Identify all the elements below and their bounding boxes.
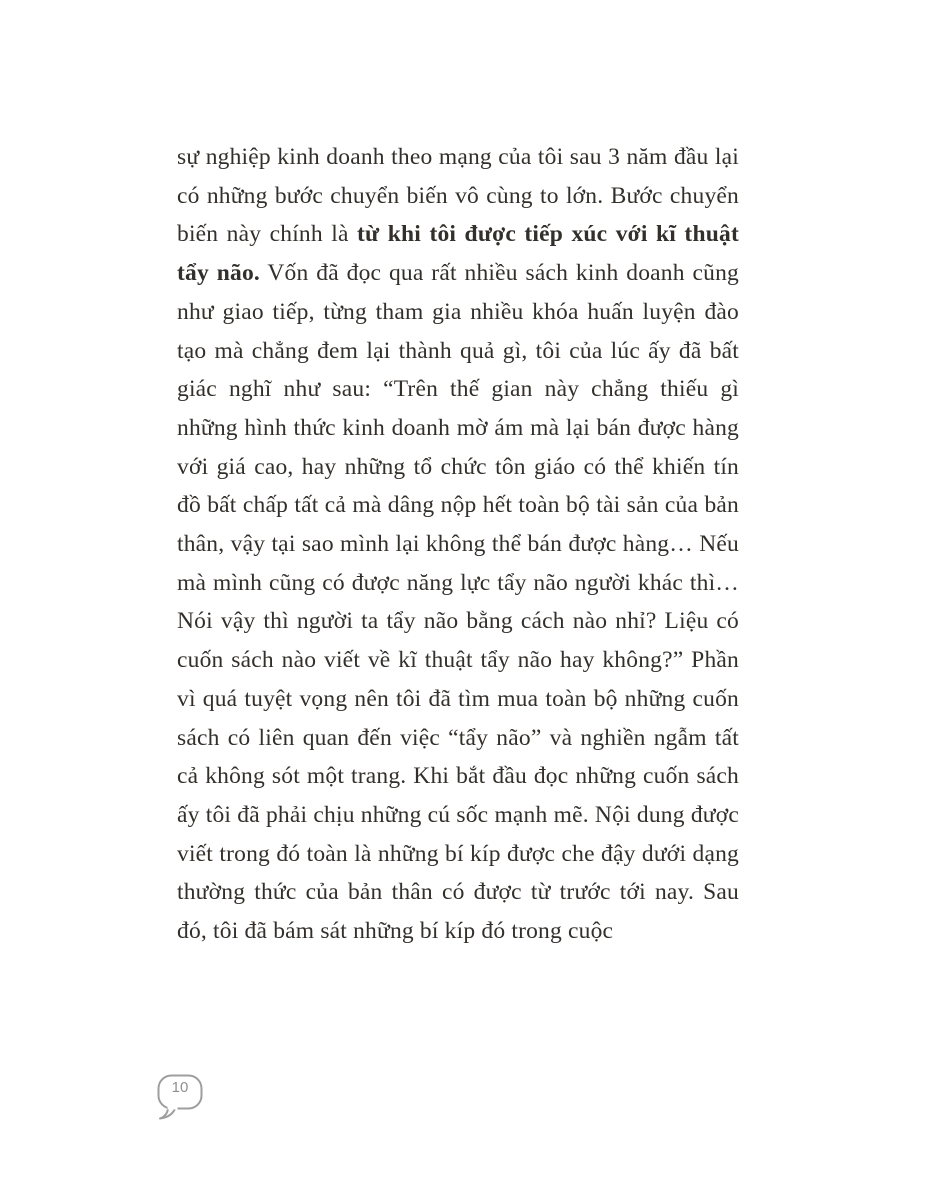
- page-number: 10: [171, 1079, 189, 1096]
- paragraph-segment: sự nghiệp kinh doanh theo mạng của tôi sau 3 năm đầu lại có những bước chuyển biến vô cùng to lớn. Bước chuyển biến này chính là: [177, 144, 739, 248]
- page-number-badge: [155, 1072, 209, 1122]
- paragraph-segment: Vốn đã đọc qua rất nhiều sách kinh doanh cũng như giao tiếp, từng tham gia nhiều khóa huấn luyện đào tạo mà chẳng đem lại thành quả gì, tôi của lúc ấy đã bất giác nghĩ như sau: “Trên thế gian này chẳng thiếu gì những hình thức kinh doanh mờ ám mà lại bán được hàng với giá cao, hay những tổ chức tôn giáo có thể khiến tín đồ bất chấp tất cả mà dâng nộp hết toàn bộ tài sản của bản thân, vậy tại sao mình lại không thể bán được hàng… Nếu mà mình cũng có được năng lực tẩy não người khác thì… Nói vậy thì người ta tẩy não bằng cách nào nhỉ? Liệu có cuốn sách nào viết về kĩ thuật tẩy não hay không?” Phần vì quá tuyệt vọng nên tôi đã tìm mua toàn bộ những cuốn sách có liên quan đến việc “tẩy não” và nghiền ngẫm tất cả không sót một trang. Khi bắt đầu đọc những cuốn sách ấy tôi đã phải chịu những cú sốc mạnh mẽ. Nội dung được viết trong đó toàn là những bí kíp được che đậy dưới dạng thường thức của bản thân có được từ trước tới nay. Sau đó, tôi đã bám sát những bí kíp đó trong cuộc: [177, 260, 739, 945]
- body-text-paragraph: [177, 138, 739, 951]
- paragraph-segment-bold: từ khi tôi được tiếp xúc với kĩ thuật tẩy não.: [177, 221, 739, 287]
